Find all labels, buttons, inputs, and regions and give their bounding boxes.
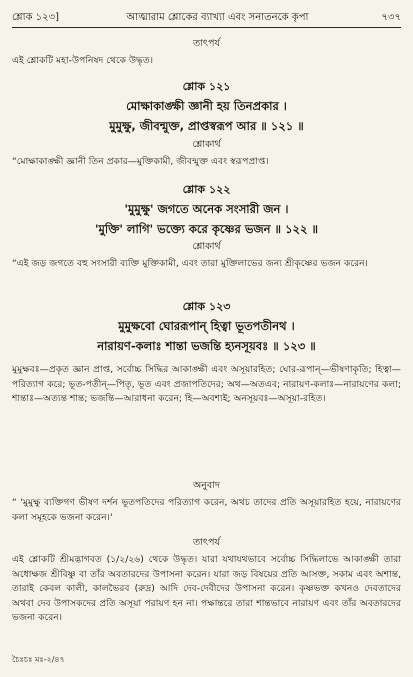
verse-123-translation: “ 'মুমুক্ষু ব্যক্তিগণ ভীষণ দর্শন ভূতপতিদের পরিত্যাগ করেন, অথচ তাদের প্রতি অসূয়ারহিত হয়ে, নারায়ণের কলা সমূহকে ভজনা করেন।' bbox=[12, 497, 401, 523]
purport-heading: তাৎপর্য bbox=[193, 38, 220, 49]
verse-121-title: শ্লোক ১২১ bbox=[182, 80, 231, 93]
page-number: ৭৩৭ bbox=[381, 12, 401, 23]
verse-123-line-2: নারায়ণ-কলাঃ শান্তা ভজন্তি হ্যনসূয়বঃ ॥ ১২৩ ॥ bbox=[97, 339, 316, 353]
header-verse-ref: শ্লোক ১২৩] bbox=[12, 12, 60, 23]
verse-121-line-2: মুমুক্ষু, জীবন্মুক্ত, প্রাপ্তস্বরূপ আর ॥ ১২১ ॥ bbox=[109, 119, 304, 133]
verse-123-line-1: মুমুক্ষবো ঘোররূপান্ হিত্বা ভূতপতীনথ । bbox=[118, 319, 295, 333]
verse-123-purport: এই শ্লোকটি শ্রীমদ্ভাগবত (১/২/২৬) থেকে উদ্ধৃত। যারা যথাযথভাবে সর্বোচ্চ সিদ্ধিলাভে আকাঙ্ক্ষী তারা অধোক্ষজ শ্রীবিষ্ণু বা তাঁর অবতারদের উপাসনা করেন। যারা জড় বিষয়ের প্রতি আসক্ত, সকাম এবং অশান্ত, তারাই কেবল কালী, কালভৈরব (রুদ্র) আদি দেব-দেবীদের উপাসনা করেন। কৃষ্ণভক্ত কখনও দেবতাদের অথবা দেব উপাসকদের প্রতি অসূয়া পরায়ণ হন না। পক্ষান্তরে তারা শান্তভাবে নারায়ণ এবং তাঁর অবতারদের ভজনা করেন। bbox=[12, 554, 401, 624]
verse-122-meaning-heading: শ্লোকার্থ bbox=[192, 241, 221, 252]
verse-121-meaning-heading: শ্লোকার্থ bbox=[192, 139, 221, 150]
verse-122-meaning: “এই জড় জগতে বহু সংসারী ব্যক্তি মুক্তিকামী, এবং তারা মুক্তিলাভের জন্য শ্রীকৃষ্ণের ভজন করেন। bbox=[12, 258, 368, 269]
header-chapter-title: আত্মারাম শ্লোকের ব্যাখ্যা এবং সনাতনকে কৃপা bbox=[126, 12, 309, 23]
verse-121-line-1: মোক্ষাকাঙ্ক্ষী জ্ঞানী হয় তিনপ্রকার । bbox=[126, 99, 287, 113]
header-rule bbox=[12, 27, 401, 28]
verse-122-line-2: 'মুক্তি' লাগি' ভক্ত্যে করে কৃষ্ণের ভজন ॥ ১২২ ॥ bbox=[95, 222, 318, 236]
purport-text: এই শ্লোকটি মহা-উপনিষদ থেকে উদ্ধৃত। bbox=[12, 55, 154, 66]
verse-122-title: শ্লোক ১২২ bbox=[182, 183, 231, 196]
running-header bbox=[12, 10, 401, 24]
page-footer-signature: চৈঃচঃ মঃ-২/৪৭ bbox=[12, 655, 65, 664]
purport-heading-123: তাৎপর্য bbox=[193, 537, 220, 548]
verse-123-synonyms: মুমুক্ষবঃ—প্রকৃত জ্ঞান প্রাপ্ত, সর্বোচ্চ সিদ্ধির আকাঙ্ক্ষী এবং অসূয়ারহিত; ঘোর-রূপান্—ভীষণাকৃতি; হিত্বা—পরিত্যাগ করে; ভূত-পতীন্—পিতৃ, ভূত এবং প্রজাপতিদের; অথ—অতএব; নারায়ণ-কলাঃ—নারায়ণের কলা; শান্তাঃ—অত্যন্ত শান্ত; ভজন্তি—আরাধনা করেন; হি—অবশ্যই; অনসূয়বঃ—অসূয়া-রহিত। bbox=[12, 364, 401, 405]
verse-122-line-1: 'মুমুক্ষু' জগতে অনেক সংসারী জন । bbox=[124, 202, 289, 216]
verse-123-title: শ্লোক ১২৩ bbox=[182, 300, 231, 313]
verse-121-meaning: “মোক্ষাকাঙ্ক্ষী জ্ঞানী তিন প্রকার—মুক্তিকামী, জীবন্মুক্ত এবং স্বরূপপ্রাপ্ত। bbox=[12, 156, 269, 167]
translation-heading: অনুবাদ bbox=[193, 480, 220, 491]
